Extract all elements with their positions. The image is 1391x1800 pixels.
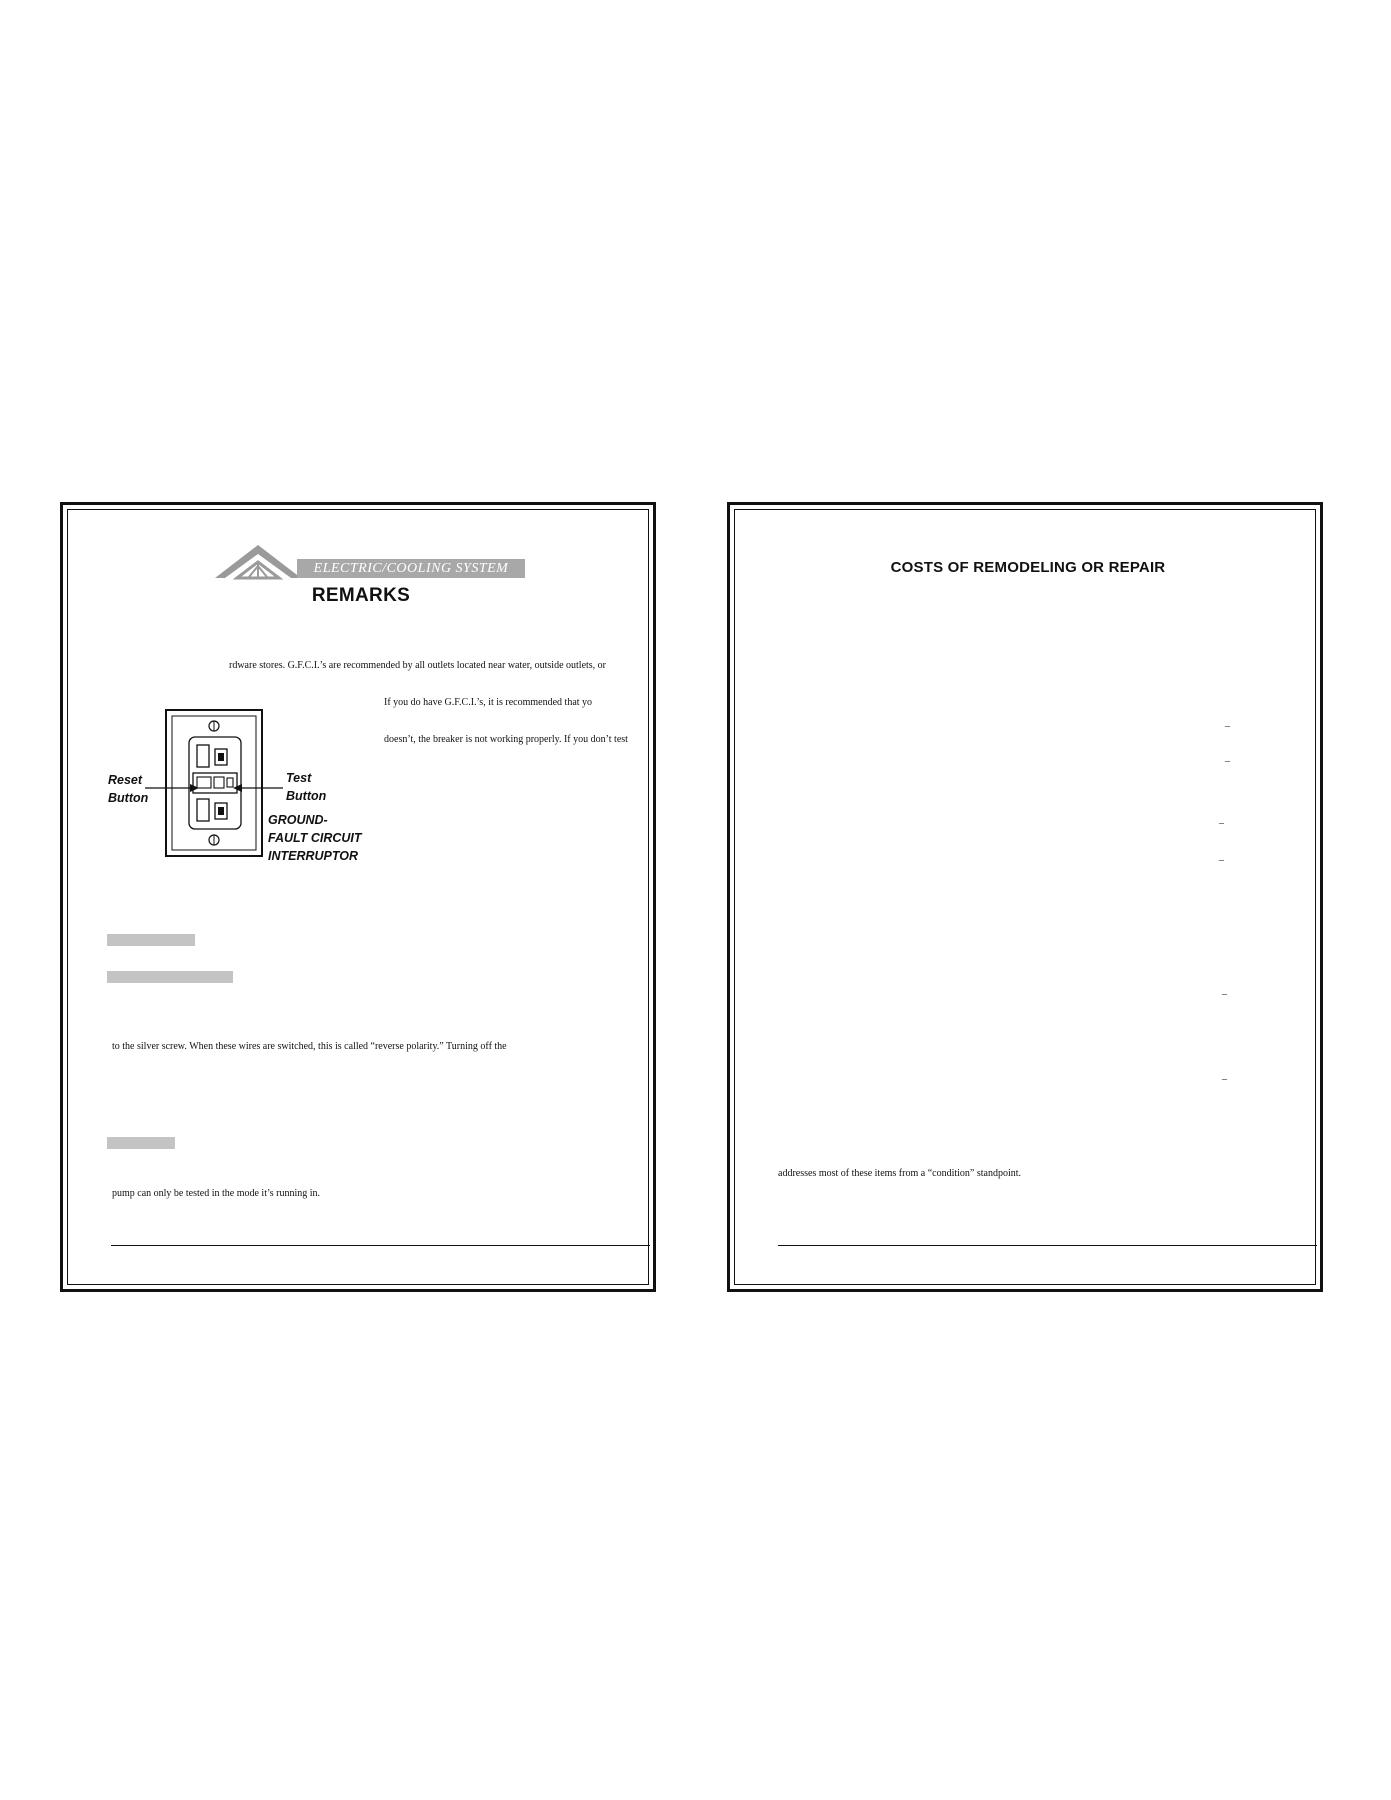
reset-button-label xyxy=(108,771,148,807)
text-line-2: If you do have G.F.C.I.’s, it is recommended that yo xyxy=(384,697,593,708)
redacted-subheading-3 xyxy=(107,1137,175,1149)
text-line-1: addresses most of these items from a “condition” standpoint. xyxy=(778,1168,1022,1179)
gfci-caption-line2: FAULT CIRCUIT xyxy=(268,831,362,845)
text-line-1: rdware stores. G.F.C.I.’s are recommended by all outlets located near water, outside outlets, or xyxy=(229,660,607,671)
dash-mark-1: – xyxy=(1225,721,1230,732)
roof-logo-icon xyxy=(211,542,305,582)
dash-mark-6: – xyxy=(1222,1074,1227,1085)
banner-title: ELECTRIC/COOLING SYSTEM xyxy=(313,561,509,576)
dash-mark-4: – xyxy=(1219,855,1224,866)
right-page xyxy=(727,502,1323,1292)
dash-mark-3: – xyxy=(1219,818,1224,829)
gfci-caption-line3: INTERRUPTOR xyxy=(268,849,359,863)
reset-label-line2: Button xyxy=(108,791,149,805)
redacted-subheading-1 xyxy=(107,934,195,946)
test-label-line1: Test xyxy=(286,771,312,785)
text-line-5: pump can only be tested in the mode it’s running in. xyxy=(112,1188,321,1199)
test-arrow-icon xyxy=(233,782,283,794)
left-page-inner-border xyxy=(67,509,649,1285)
costs-heading: COSTS OF REMODELING OR REPAIR xyxy=(890,559,1166,576)
section-banner xyxy=(203,542,525,582)
test-button-label xyxy=(286,769,326,805)
remarks-heading: REMARKS xyxy=(311,585,411,606)
reset-label-line1: Reset xyxy=(108,773,143,787)
dash-mark-2: – xyxy=(1225,756,1230,767)
reset-arrow-icon xyxy=(145,782,199,794)
gfci-caption-line1: GROUND- xyxy=(268,813,328,827)
footer-rule xyxy=(778,1245,1317,1246)
footer-rule xyxy=(111,1245,650,1246)
text-line-3: doesn’t, the breaker is not working properly. If you don’t test xyxy=(384,734,628,745)
text-line-4: to the silver screw. When these wires are switched, this is called “reverse polarity.” Turning off the xyxy=(112,1041,507,1052)
left-page xyxy=(60,502,656,1292)
dash-mark-5: – xyxy=(1222,989,1227,1000)
gfci-caption xyxy=(268,811,362,865)
redacted-subheading-2 xyxy=(107,971,233,983)
test-label-line2: Button xyxy=(286,789,327,803)
